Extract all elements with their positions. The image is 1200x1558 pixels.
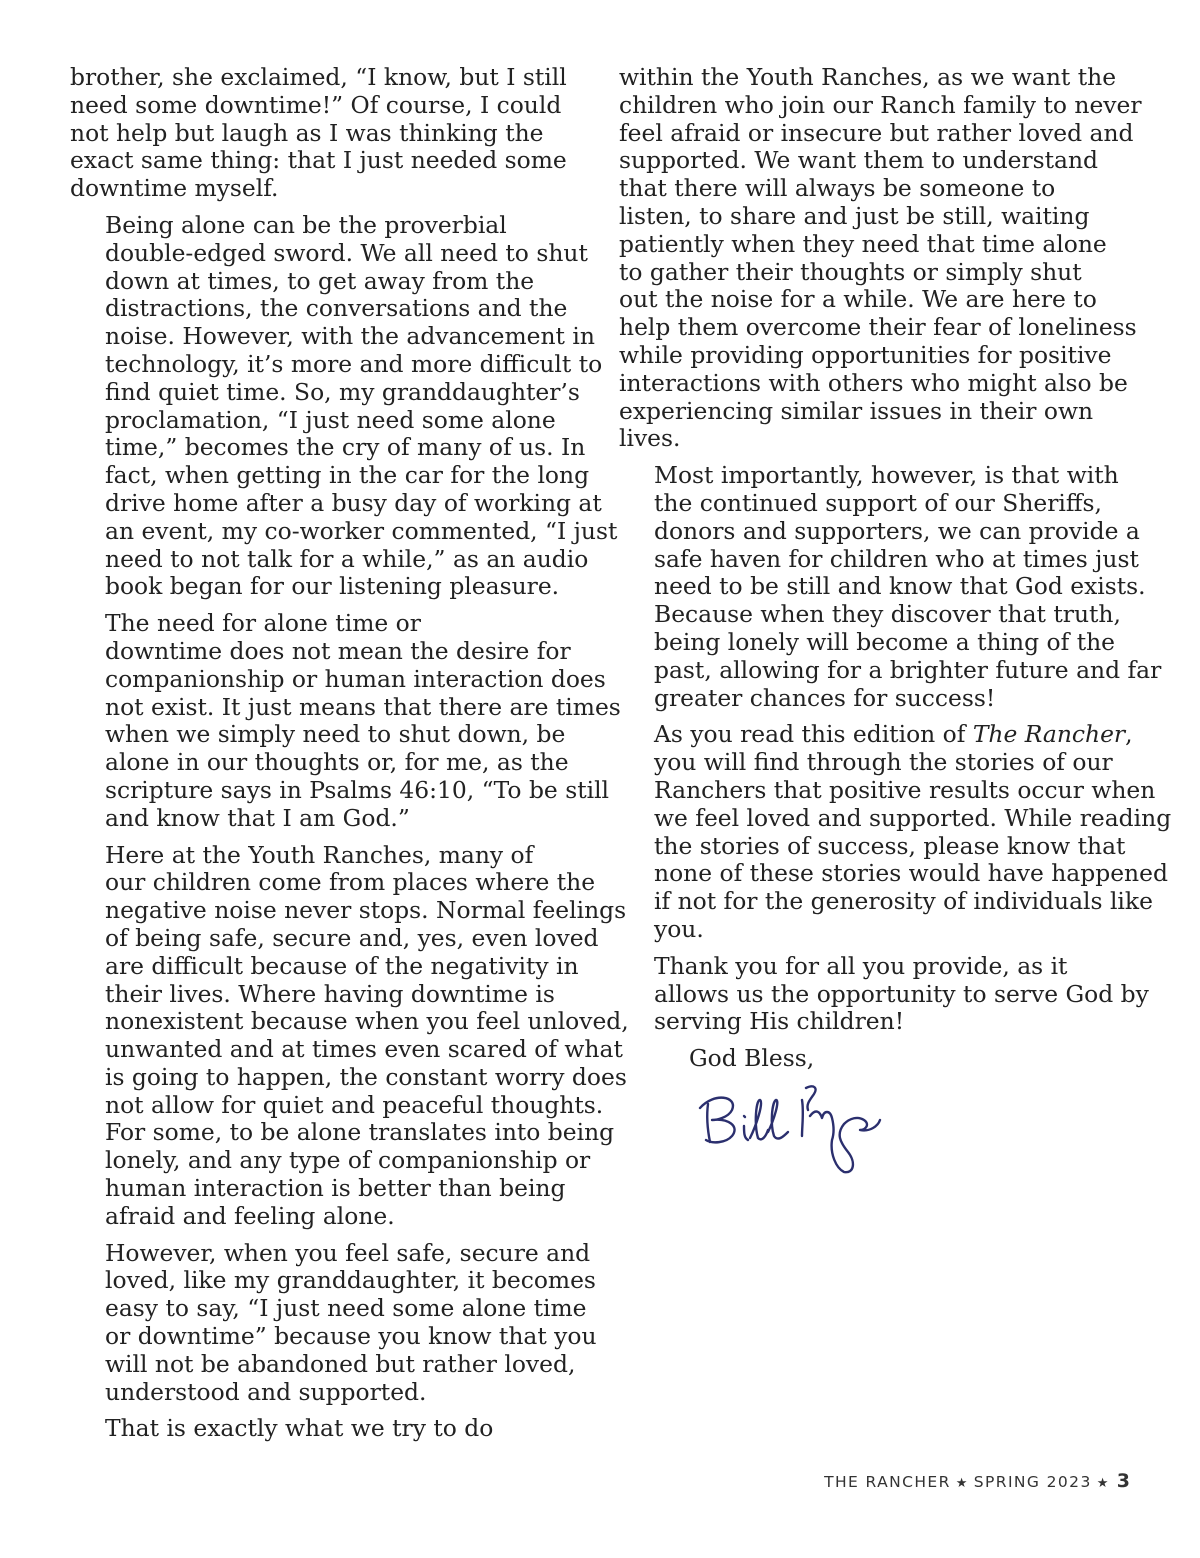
text-line: negative noise never stops. Normal feelings: [105, 896, 627, 925]
paragraph-thank-you: [619, 951, 1149, 1036]
text-line: double-edged sword. We all need to shut: [105, 238, 588, 267]
paragraph-need-for-alone-time: [70, 609, 621, 832]
text-line: past, allowing for a brighter future and far: [654, 655, 1162, 684]
text-line: easy to say, “I just need some alone time: [105, 1294, 587, 1323]
text-line: The need for alone time or: [105, 609, 421, 638]
text-line: the continued support of our Sheriffs,: [654, 488, 1102, 517]
signature-stroke: [744, 1126, 748, 1140]
text-line: time,” becomes the cry of many of us. In: [105, 433, 586, 462]
text-line: human interaction is better than being: [105, 1174, 566, 1203]
signature-stroke: [744, 1116, 745, 1117]
text-line: children who join our Ranch family to never: [619, 90, 1142, 119]
text-line: need some downtime!” Of course, I could: [70, 90, 562, 119]
text-line: the stories of success, please know that: [654, 831, 1126, 860]
paragraph-the-rancher-edition: [619, 720, 1172, 943]
text-line: companionship or human interaction does: [105, 664, 606, 693]
text-line: scripture says in Psalms 46:10, “To be still: [105, 775, 610, 804]
text-line: is going to happen, the constant worry does: [105, 1062, 627, 1091]
signature-strokes: [700, 1086, 880, 1172]
text-line: we feel loved and supported. While reading: [654, 803, 1172, 832]
text-line: unwanted and at times even scared of what: [105, 1035, 623, 1064]
text-line: safe haven for children who at times just: [654, 544, 1139, 573]
text-line: brother, she exclaimed, “I know, but I still: [70, 63, 567, 91]
text-line: within the Youth Ranches, as we want the: [619, 63, 1117, 91]
text-line: or downtime” because you know that you: [105, 1322, 597, 1351]
paragraph-exactly-what-we-do: [70, 1415, 585, 1443]
text-line: proclamation, “I just need some alone: [105, 405, 556, 434]
text-line: when we simply need to shut down, be: [105, 720, 566, 749]
paragraph-most-importantly: [619, 461, 1162, 712]
text-line: afraid and feeling alone.: [105, 1201, 395, 1230]
text-line: being lonely will become a thing of the: [654, 627, 1116, 656]
text-line: loved, like my granddaughter, it becomes: [105, 1266, 596, 1295]
text-line: Ranchers that positive results occur when: [654, 775, 1156, 804]
star-icon: ★: [955, 1476, 969, 1491]
left-column: [70, 63, 629, 1452]
text-line: Because when they discover that truth,: [654, 600, 1121, 629]
text-line: and know that I am God.”: [105, 803, 410, 832]
paragraph-youth-ranches: [70, 840, 629, 1231]
text-line: distractions, the conversations and the: [105, 294, 568, 323]
text-line: if not for the generosity of individuals like: [654, 887, 1153, 916]
text-line: of being safe, secure and, yes, even loved: [105, 923, 599, 952]
text-line: listen, to share and just be still, waiting: [619, 201, 1090, 230]
signature-stroke: [750, 1100, 768, 1139]
text-line: donors and supporters, we can provide a: [654, 516, 1140, 545]
text-fragment: As you read this edition of: [654, 720, 973, 749]
text-line: lonely, and any type of companionship or: [105, 1146, 591, 1175]
text-line: allows us the opportunity to serve God by: [654, 979, 1149, 1008]
signature-stroke: [802, 1100, 803, 1136]
right-column: [619, 63, 1172, 1082]
text-line: are difficult because of the negativity in: [105, 951, 579, 980]
closing-salutation: God Bless,: [689, 1044, 815, 1073]
signature-stroke: [810, 1112, 880, 1173]
text-line: For some, to be alone translates into being: [105, 1118, 615, 1147]
text-line: feel afraid or insecure but rather loved and: [619, 118, 1134, 147]
text-line: serving His children!: [654, 1007, 905, 1036]
text-line: not allow for quiet and peaceful thoughts.: [105, 1090, 604, 1119]
text-line: greater chances for success!: [654, 683, 996, 712]
text-line: not exist. It just means that there are times: [105, 692, 621, 721]
signature-stroke: [707, 1104, 710, 1142]
text-line: not help but laugh as I was thinking the: [70, 118, 544, 147]
text-line: Most importantly, however, is that with: [654, 461, 1119, 490]
text-line: drive home after a busy day of working at: [105, 488, 602, 517]
text-line: downtime myself.: [70, 174, 279, 203]
text-line: fact, when getting in the car for the long: [105, 461, 590, 490]
text-line: [619, 721, 1132, 749]
text-line: help them overcome their fear of loneliness: [619, 313, 1137, 342]
text-line: Thank you for all you provide, as it: [654, 951, 1068, 980]
text-line: need to be still and know that God exists.: [654, 572, 1146, 601]
text-line: our children come from places where the: [105, 868, 596, 897]
paragraph-continuation: [70, 64, 585, 203]
text-line: their lives. Where having downtime is: [105, 979, 555, 1008]
paragraph-being-alone: [70, 210, 618, 601]
text-line: an event, my co-worker commented, “I just: [105, 516, 618, 545]
page-number: 3: [1116, 1470, 1130, 1492]
text-line: none of these stories would have happened: [654, 859, 1168, 888]
signature: [694, 1074, 904, 1184]
text-line: That is exactly what we try to do: [105, 1414, 494, 1443]
signature-stroke: [700, 1098, 735, 1143]
text-line: experiencing similar issues in their own: [619, 396, 1094, 425]
text-line: exact same thing: that I just needed some: [70, 146, 567, 175]
text-line: book began for our listening pleasure.: [105, 572, 560, 601]
text-line: interactions with others who might also be: [619, 368, 1128, 397]
text-line: patiently when they need that time alone: [619, 229, 1107, 258]
text-line: downtime does not mean the desire for: [105, 636, 571, 665]
signature-stroke: [806, 1086, 816, 1110]
text-line: Here at the Youth Ranches, many of: [105, 840, 534, 869]
text-line: down at times, to get away from the: [105, 266, 535, 295]
text-line: lives.: [619, 424, 681, 453]
text-fragment: ,: [1125, 720, 1133, 749]
footer-publication: THE RANCHER: [824, 1473, 951, 1491]
paragraph-feel-safe: [70, 1238, 597, 1407]
text-line: you will find through the stories of our: [654, 748, 1113, 777]
signature-stroke: [768, 1100, 788, 1139]
text-line: while providing opportunities for positive: [619, 340, 1112, 369]
footer-issue: SPRING 2023: [973, 1473, 1092, 1491]
star-icon: ★: [1096, 1476, 1110, 1491]
text-line: noise. However, with the advancement in: [105, 322, 595, 351]
text-line: technology, it’s more and more difficult to: [105, 349, 603, 378]
text-line: alone in our thoughts or, for me, as the: [105, 748, 569, 777]
text-line: However, when you feel safe, secure and: [105, 1238, 591, 1267]
text-line: that there will always be someone to: [619, 174, 1056, 203]
page-footer: [824, 1470, 1130, 1492]
text-line: out the noise for a while. We are here to: [619, 285, 1097, 314]
text-line: to gather their thoughts or simply shut: [619, 257, 1082, 286]
text-line: Being alone can be the proverbial: [105, 210, 507, 239]
text-line: understood and supported.: [105, 1377, 427, 1406]
text-line: will not be abandoned but rather loved,: [105, 1349, 576, 1378]
text-line: you.: [654, 914, 704, 943]
text-line: need to not talk for a while,” as an audio: [105, 544, 589, 573]
text-line: supported. We want them to understand: [619, 146, 1098, 175]
paragraph-within-ranches: [619, 63, 1142, 453]
publication-title: The Rancher: [972, 720, 1126, 749]
text-line: find quiet time. So, my granddaughter’s: [105, 377, 580, 406]
text-line: nonexistent because when you feel unloved,: [105, 1007, 629, 1036]
